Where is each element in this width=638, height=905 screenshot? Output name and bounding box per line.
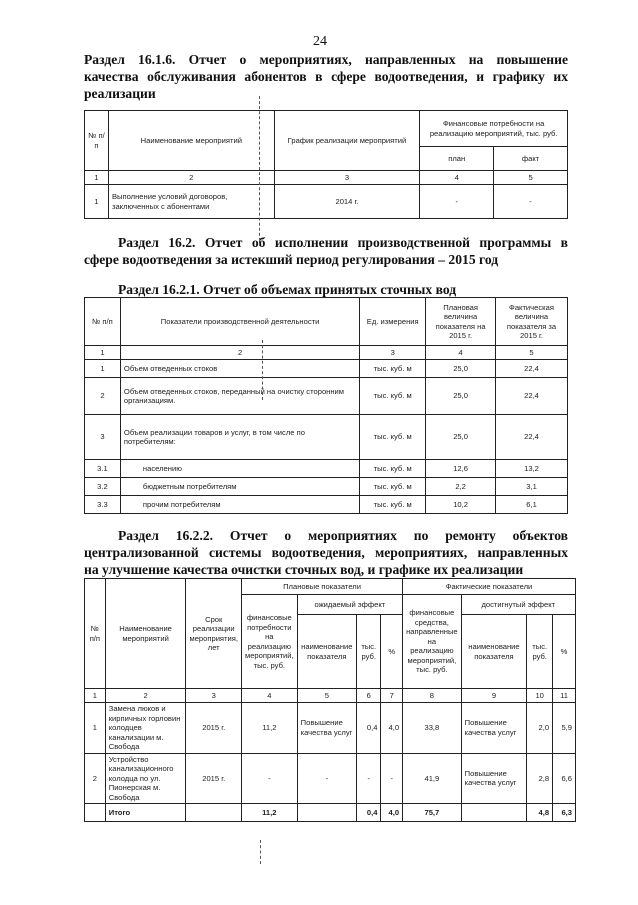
section-16-2-2-heading-line1: Раздел 16.2.2. Отчет о мероприятиях по ремонту объектов bbox=[118, 528, 568, 543]
table-16-2-2 bbox=[84, 578, 576, 822]
cell-total-fact-fin: 75,7 bbox=[403, 804, 462, 822]
cell-unit: тыс. куб. м bbox=[360, 496, 426, 514]
col-header-name: Наименование мероприятий bbox=[105, 579, 186, 689]
table-row bbox=[85, 415, 568, 460]
col-header-fact: факт bbox=[494, 147, 568, 171]
cell-plan: 25,0 bbox=[426, 360, 496, 378]
table-row bbox=[85, 378, 568, 415]
col-header-name: Наименование мероприятий bbox=[108, 111, 274, 171]
col-header-fact-fin: финансовые средства, направленные на реализацию мероприятий, тыс. руб. bbox=[403, 595, 462, 689]
cell-schedule: 2014 г. bbox=[274, 185, 420, 219]
index-cell: 7 bbox=[381, 689, 403, 703]
cell-fact: 22,4 bbox=[496, 415, 568, 460]
table-row bbox=[85, 478, 568, 496]
cell-num: 2 bbox=[85, 378, 121, 415]
col-header-plan-fin: финансовые потребности на реализацию мероприятий, тыс. руб. bbox=[241, 595, 297, 689]
cell-num: 1 bbox=[85, 185, 109, 219]
cell-empty bbox=[297, 804, 356, 822]
col-header-fact: Фактическая величина показателя за 2015 г. bbox=[496, 298, 568, 346]
cell-total-exp-pct: 4,0 bbox=[381, 804, 403, 822]
cell-fact-fin: 41,9 bbox=[403, 753, 462, 804]
cell-plan: 10,2 bbox=[426, 496, 496, 514]
section-16-2-2-heading-line2: централизованной системы водоотведения, мероприятиях, направленных bbox=[84, 545, 568, 560]
total-row bbox=[85, 804, 576, 822]
cell-fact-fin: 33,8 bbox=[403, 703, 462, 754]
cell-ach-name: Повышение качества услуг bbox=[461, 703, 527, 754]
index-cell: 5 bbox=[297, 689, 356, 703]
cell-name: Выполнение условий договоров, заключенных с абонентами bbox=[108, 185, 274, 219]
section-16-2-heading-line2: сфере водоотведения за истекший период регулирования – 2015 год bbox=[84, 252, 499, 267]
scan-fold-mark bbox=[260, 840, 261, 864]
cell-num: 3 bbox=[85, 415, 121, 460]
cell-plan: - bbox=[420, 185, 494, 219]
cell-total-exp-thous: 0,4 bbox=[357, 804, 381, 822]
cell-name: Объем отведенных стоков, переданный на очистку сторонним организациям. bbox=[120, 378, 359, 415]
cell-fact: 22,4 bbox=[496, 378, 568, 415]
cell-name: населению bbox=[120, 460, 359, 478]
cell-name: Устройство канализационного колодца по ул. Пионерская м. Свобода bbox=[105, 753, 186, 804]
cell-exp-thous: - bbox=[357, 753, 381, 804]
cell-plan: 12,6 bbox=[426, 460, 496, 478]
section-16-1-6-heading-line2: качества обслуживания абонентов в сфере водоотведения, и графику их bbox=[84, 69, 568, 84]
scan-fold-mark bbox=[262, 340, 263, 400]
col-header-ach-pct: % bbox=[553, 615, 576, 689]
cell-term: 2015 г. bbox=[186, 753, 242, 804]
col-header-schedule: График реализации мероприятий bbox=[274, 111, 420, 171]
col-header-expected: ожидаемый эффект bbox=[297, 595, 402, 615]
index-cell: 3 bbox=[186, 689, 242, 703]
col-header-achieved: достигнутый эффект bbox=[461, 595, 575, 615]
cell-fact: 22,4 bbox=[496, 360, 568, 378]
index-cell: 9 bbox=[461, 689, 527, 703]
cell-ach-thous: 2,8 bbox=[527, 753, 553, 804]
col-header-exp-thous: тыс. руб. bbox=[357, 615, 381, 689]
index-cell: 5 bbox=[496, 346, 568, 360]
cell-total-ach-thous: 4,8 bbox=[527, 804, 553, 822]
cell-unit: тыс. куб. м bbox=[360, 360, 426, 378]
index-cell: 1 bbox=[85, 689, 106, 703]
cell-plan: 2,2 bbox=[426, 478, 496, 496]
cell-ach-pct: 5,9 bbox=[553, 703, 576, 754]
cell-fact: 13,2 bbox=[496, 460, 568, 478]
cell-plan: 25,0 bbox=[426, 415, 496, 460]
index-cell: 5 bbox=[494, 171, 568, 185]
table-16-1-6 bbox=[84, 110, 568, 219]
col-header-indicator: Показатели производственной деятельности bbox=[120, 298, 359, 346]
cell-unit: тыс. куб. м bbox=[360, 415, 426, 460]
cell-fact: - bbox=[494, 185, 568, 219]
index-cell: 4 bbox=[241, 689, 297, 703]
cell-empty bbox=[186, 804, 242, 822]
cell-empty bbox=[461, 804, 527, 822]
cell-total-ach-pct: 6,3 bbox=[553, 804, 576, 822]
cell-total-plan-fin: 11,2 bbox=[241, 804, 297, 822]
cell-exp-name: Повышение качества услуг bbox=[297, 703, 356, 754]
cell-num: 3.1 bbox=[85, 460, 121, 478]
col-header-planned: Плановые показатели bbox=[241, 579, 402, 595]
cell-num: 3.2 bbox=[85, 478, 121, 496]
index-cell: 4 bbox=[426, 346, 496, 360]
index-cell: 6 bbox=[357, 689, 381, 703]
index-cell: 2 bbox=[108, 171, 274, 185]
table-row bbox=[85, 360, 568, 378]
cell-plan-fin: - bbox=[241, 753, 297, 804]
col-header-ach-name: наименование показателя bbox=[461, 615, 527, 689]
index-row bbox=[85, 171, 568, 185]
cell-num: 1 bbox=[85, 360, 121, 378]
index-cell: 10 bbox=[527, 689, 553, 703]
cell-name: бюджетным потребителям bbox=[120, 478, 359, 496]
cell-num: 1 bbox=[85, 703, 106, 754]
table-row bbox=[85, 185, 568, 219]
cell-fact: 3,1 bbox=[496, 478, 568, 496]
col-header-num: № п/п bbox=[85, 298, 121, 346]
cell-exp-pct: - bbox=[381, 753, 403, 804]
scan-fold-mark bbox=[259, 96, 260, 246]
cell-exp-pct: 4,0 bbox=[381, 703, 403, 754]
index-cell: 1 bbox=[85, 171, 109, 185]
cell-num: 3.3 bbox=[85, 496, 121, 514]
cell-unit: тыс. куб. м bbox=[360, 460, 426, 478]
index-cell: 8 bbox=[403, 689, 462, 703]
cell-name: прочим потребителям bbox=[120, 496, 359, 514]
cell-name: Замена люков и кирпичных горловин колодцев канализации м. Свобода bbox=[105, 703, 186, 754]
cell-term: 2015 г. bbox=[186, 703, 242, 754]
index-cell: 1 bbox=[85, 346, 121, 360]
section-16-2-heading-line1: Раздел 16.2. Отчет об исполнении производственной программы в bbox=[118, 235, 568, 250]
section-16-1-6-heading-line3: реализации bbox=[84, 86, 156, 101]
index-row bbox=[85, 689, 576, 703]
index-cell: 2 bbox=[105, 689, 186, 703]
table-16-2-1 bbox=[84, 297, 568, 514]
index-cell: 3 bbox=[274, 171, 420, 185]
cell-exp-thous: 0,4 bbox=[357, 703, 381, 754]
index-cell: 3 bbox=[360, 346, 426, 360]
col-header-ach-thous: тыс. руб. bbox=[527, 615, 553, 689]
section-16-2-2-heading-line3: на улучшение качества очистки сточных вод, и графике их реализации bbox=[84, 562, 524, 577]
cell-name: Объем реализации товаров и услуг, в том числе по потребителям: bbox=[120, 415, 359, 460]
cell-plan: 25,0 bbox=[426, 378, 496, 415]
col-header-term: Срок реализации мероприятия, лет bbox=[186, 579, 242, 689]
col-header-exp-pct: % bbox=[381, 615, 403, 689]
col-header-plan: план bbox=[420, 147, 494, 171]
table-row bbox=[85, 703, 576, 754]
cell-ach-thous: 2,0 bbox=[527, 703, 553, 754]
cell-total-label: Итого bbox=[105, 804, 186, 822]
cell-exp-name: - bbox=[297, 753, 356, 804]
index-cell: 2 bbox=[120, 346, 359, 360]
col-header-plan: Плановая величина показателя на 2015 г. bbox=[426, 298, 496, 346]
cell-unit: тыс. куб. м bbox=[360, 478, 426, 496]
cell-fact: 6,1 bbox=[496, 496, 568, 514]
cell-plan-fin: 11,2 bbox=[241, 703, 297, 754]
section-16-1-6-heading-line1: Раздел 16.1.6. Отчет о мероприятиях, направленных на повышение bbox=[84, 52, 568, 67]
section-16-2-1-heading: Раздел 16.2.1. Отчет об объемах принятых сточных вод bbox=[118, 282, 457, 297]
cell-unit: тыс. куб. м bbox=[360, 378, 426, 415]
index-cell: 11 bbox=[553, 689, 576, 703]
col-header-num: № п/п bbox=[85, 111, 109, 171]
cell-name: Объем отведенных стоков bbox=[120, 360, 359, 378]
index-row bbox=[85, 346, 568, 360]
cell-ach-name: Повышение качества услуг bbox=[461, 753, 527, 804]
index-cell: 4 bbox=[420, 171, 494, 185]
cell-ach-pct: 6,6 bbox=[553, 753, 576, 804]
cell-empty bbox=[85, 804, 106, 822]
page-number: 24 bbox=[313, 34, 327, 49]
table-row bbox=[85, 460, 568, 478]
col-header-needs: Финансовые потребности на реализацию мероприятий, тыс. руб. bbox=[420, 111, 568, 147]
col-header-unit: Ед. измерения bbox=[360, 298, 426, 346]
col-header-num: № п/п bbox=[85, 579, 106, 689]
table-row bbox=[85, 753, 576, 804]
cell-num: 2 bbox=[85, 753, 106, 804]
col-header-actual: Фактические показатели bbox=[403, 579, 576, 595]
table-row bbox=[85, 496, 568, 514]
col-header-exp-name: наименование показателя bbox=[297, 615, 356, 689]
